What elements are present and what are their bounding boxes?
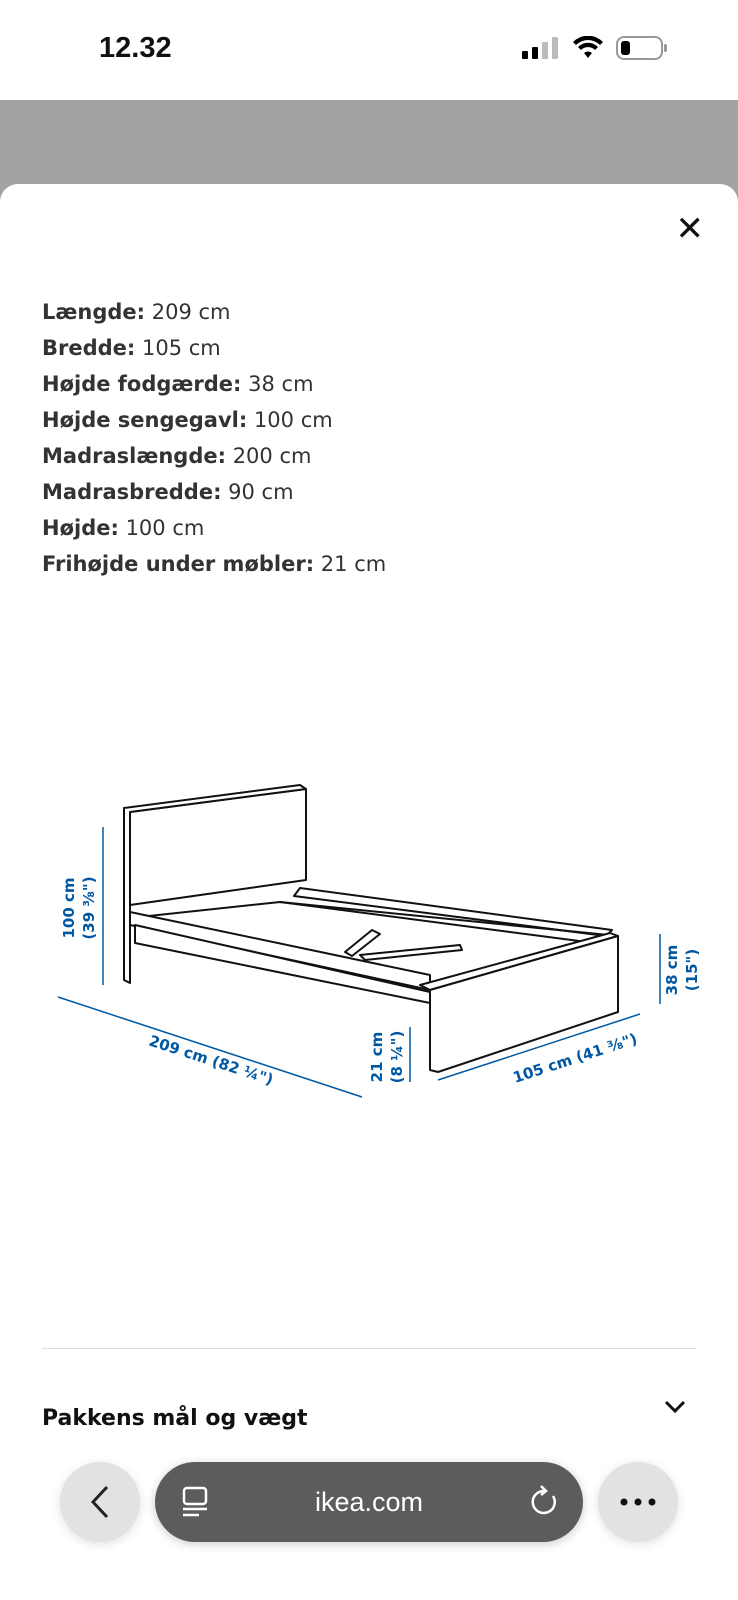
- more-button[interactable]: [598, 1462, 678, 1542]
- dim-headboard-in: (39 ⅜"): [80, 876, 98, 940]
- dim-width: 105 cm (41 ⅜"): [510, 1029, 640, 1087]
- spec-list: [42, 294, 386, 582]
- spec-value: 38 cm: [248, 372, 314, 396]
- dim-footboard-in: (15"): [683, 948, 701, 992]
- status-bar: [0, 0, 738, 100]
- signal-icon: [522, 37, 560, 59]
- spec-label: Højde fodgærde:: [42, 372, 242, 396]
- dimensions-sheet: [0, 184, 738, 1600]
- spec-row: [42, 546, 386, 582]
- spec-value: 100 cm: [125, 516, 205, 540]
- spec-label: Højde:: [42, 516, 119, 540]
- spec-value: 100 cm: [253, 408, 333, 432]
- tabs-overview-icon: [181, 1486, 209, 1518]
- spec-label: Højde sengegavl:: [42, 408, 248, 432]
- more-icon: [620, 1498, 656, 1506]
- spec-label: Madraslængde:: [42, 444, 226, 468]
- spec-label: Længde:: [42, 300, 146, 324]
- spec-row: [42, 294, 386, 330]
- close-icon: ✕: [675, 209, 704, 249]
- dim-footboard-cm: 38 cm: [663, 944, 681, 996]
- chevron-down-icon[interactable]: [664, 1400, 686, 1414]
- dim-clearance-in: (8 ¼"): [388, 1030, 406, 1084]
- spec-value: 90 cm: [228, 480, 294, 504]
- dim-clearance-cm: 21 cm: [368, 1031, 386, 1083]
- dim-length: 209 cm (82 ¼"): [146, 1031, 276, 1089]
- close-button[interactable]: [675, 209, 705, 249]
- spec-value: 21 cm: [320, 552, 387, 576]
- package-section-title[interactable]: Pakkens mål og vægt: [42, 1406, 308, 1431]
- spec-row: [42, 366, 386, 402]
- spec-value: 209 cm: [151, 300, 231, 324]
- dim-headboard-cm: 100 cm: [60, 877, 78, 939]
- spec-value: 200 cm: [232, 444, 312, 468]
- reload-icon[interactable]: [531, 1484, 561, 1518]
- spec-row: [42, 510, 386, 546]
- spec-value: 105 cm: [142, 336, 221, 360]
- chevron-left-icon: [90, 1485, 110, 1519]
- back-button[interactable]: [60, 1462, 140, 1542]
- spec-row: [42, 438, 386, 474]
- spec-row: [42, 402, 386, 438]
- spec-row: [42, 330, 386, 366]
- bed-dimension-drawing: [0, 764, 738, 1104]
- spec-label: Bredde:: [42, 336, 136, 360]
- divider: [42, 1348, 696, 1349]
- url-text: ikea.com: [314, 1486, 424, 1517]
- battery-icon: [616, 36, 668, 60]
- spec-label: Madrasbredde:: [42, 480, 222, 504]
- spec-row: [42, 474, 386, 510]
- spec-label: Frihøjde under møbler:: [42, 552, 315, 576]
- wifi-icon: [572, 36, 604, 60]
- bed-outline: [124, 785, 618, 1072]
- clock: 12.32: [99, 32, 172, 64]
- address-bar[interactable]: [155, 1462, 583, 1542]
- browser-toolbar: [0, 1440, 738, 1600]
